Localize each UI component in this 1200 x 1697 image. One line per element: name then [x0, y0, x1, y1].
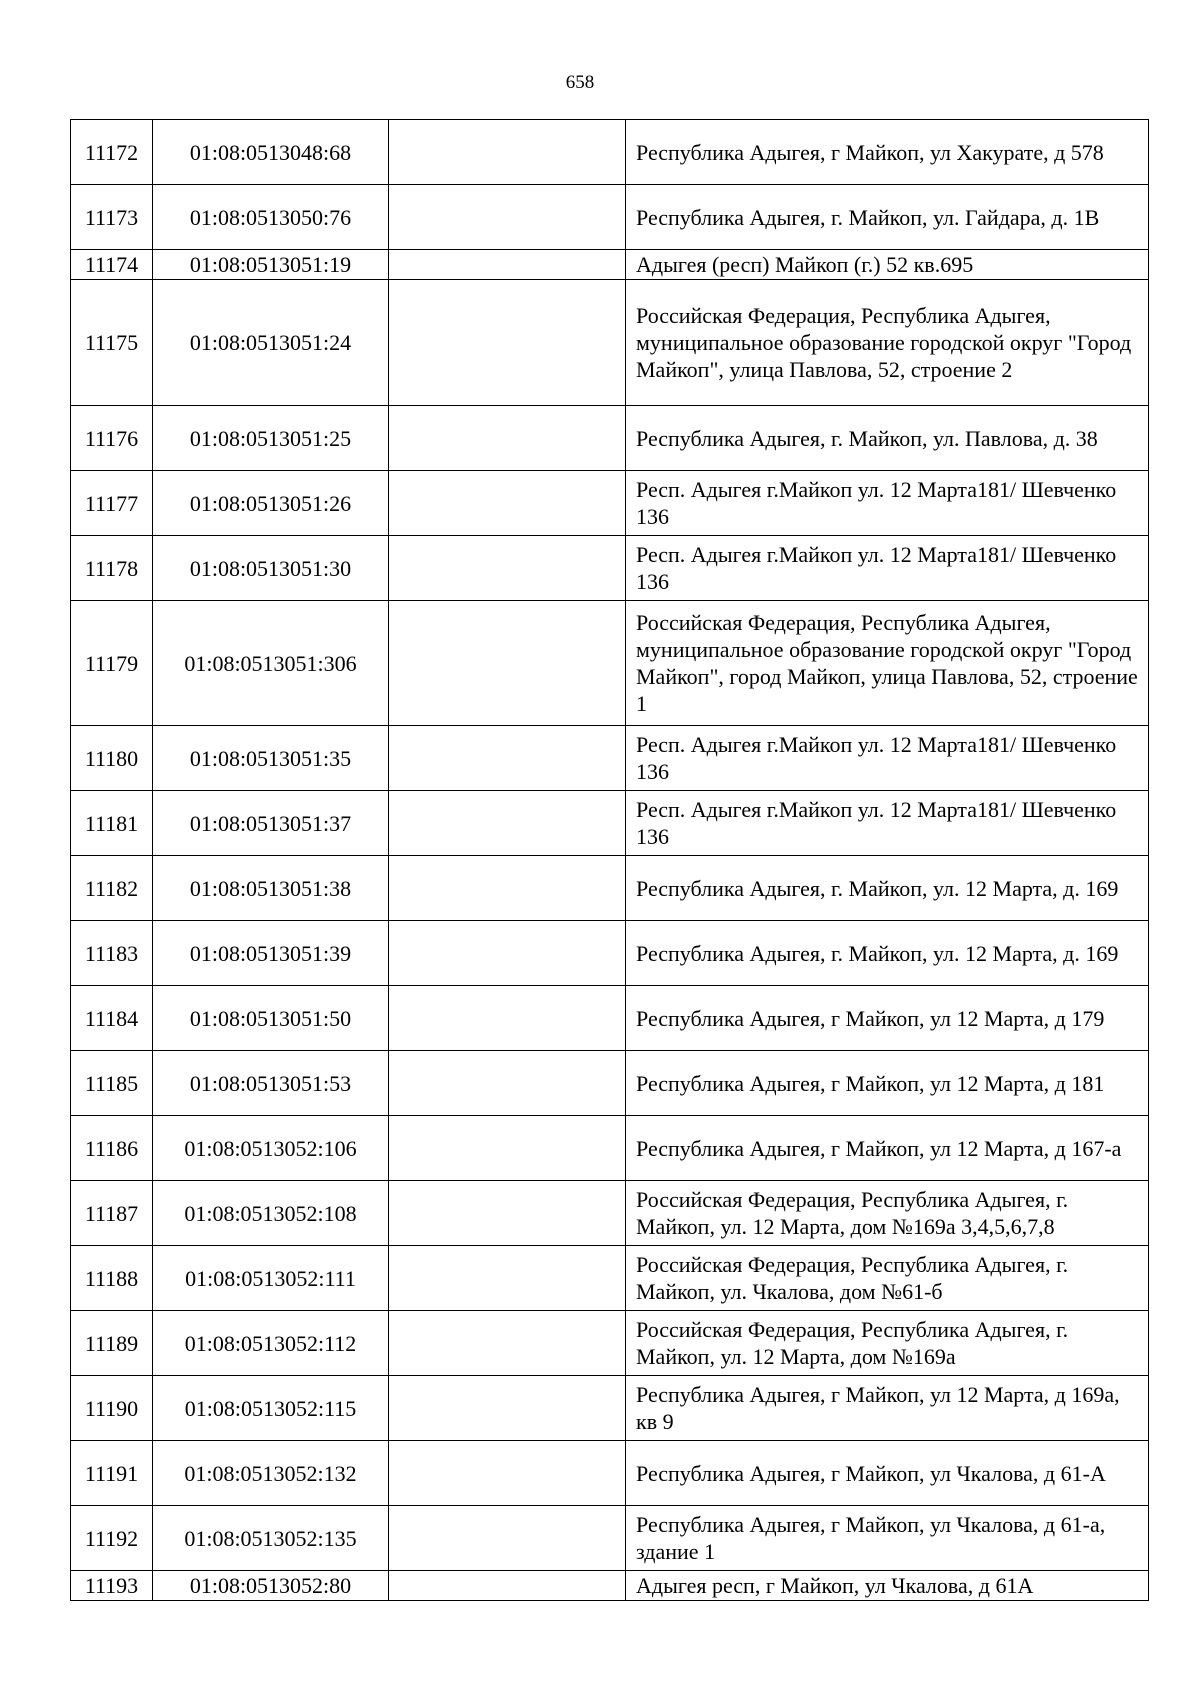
- row-number: 11175: [71, 280, 153, 406]
- cadastral-number: 01:08:0513051:38: [153, 856, 389, 921]
- address: Российская Федерация, Республика Адыгея, г. Майкоп, ул. 12 Марта, дом №169а: [626, 1311, 1149, 1376]
- cadastral-number: 01:08:0513051:26: [153, 471, 389, 536]
- row-number: 11180: [71, 726, 153, 791]
- address: Республика Адыгея, г. Майкоп, ул. 12 Марта, д. 169: [626, 921, 1149, 986]
- table-row: [71, 1051, 1149, 1116]
- cadastral-number: 01:08:0513052:111: [153, 1246, 389, 1311]
- row-number: 11172: [71, 120, 153, 185]
- address: Республика Адыгея, г Майкоп, ул 12 Марта, д 167-а: [626, 1116, 1149, 1181]
- table-row: [71, 1571, 1149, 1601]
- table-row: [71, 471, 1149, 536]
- table-row: [71, 185, 1149, 250]
- empty-cell: [389, 1441, 626, 1506]
- address: Адыгея респ, г Майкоп, ул Чкалова, д 61А: [626, 1571, 1149, 1601]
- empty-cell: [389, 120, 626, 185]
- cadastral-number: 01:08:0513052:112: [153, 1311, 389, 1376]
- address: Республика Адыгея, г Майкоп, ул Чкалова, д 61-а, здание 1: [626, 1506, 1149, 1571]
- table-row: [71, 986, 1149, 1051]
- row-number: 11186: [71, 1116, 153, 1181]
- address: Респ. Адыгея г.Майкоп ул. 12 Марта181/ Шевченко 136: [626, 536, 1149, 601]
- cadastral-number: 01:08:0513051:306: [153, 601, 389, 726]
- empty-cell: [389, 280, 626, 406]
- cadastral-number: 01:08:0513051:53: [153, 1051, 389, 1116]
- row-number: 11193: [71, 1571, 153, 1601]
- row-number: 11187: [71, 1181, 153, 1246]
- cadastral-number: 01:08:0513051:25: [153, 406, 389, 471]
- address: Республика Адыгея, г. Майкоп, ул. Павлова, д. 38: [626, 406, 1149, 471]
- empty-cell: [389, 250, 626, 280]
- row-number: 11178: [71, 536, 153, 601]
- empty-cell: [389, 601, 626, 726]
- table-row: [71, 921, 1149, 986]
- address: Республика Адыгея, г Майкоп, ул 12 Марта, д 181: [626, 1051, 1149, 1116]
- empty-cell: [389, 1051, 626, 1116]
- cadastral-number: 01:08:0513052:115: [153, 1376, 389, 1441]
- row-number: 11173: [71, 185, 153, 250]
- empty-cell: [389, 406, 626, 471]
- address: Респ. Адыгея г.Майкоп ул. 12 Марта181/ Шевченко 136: [626, 471, 1149, 536]
- cadastral-number: 01:08:0513051:50: [153, 986, 389, 1051]
- row-number: 11183: [71, 921, 153, 986]
- table-row: [71, 250, 1149, 280]
- address: Республика Адыгея, г. Майкоп, ул. Гайдара, д. 1В: [626, 185, 1149, 250]
- registry-table: [70, 119, 1149, 1601]
- cadastral-number: 01:08:0513051:37: [153, 791, 389, 856]
- empty-cell: [389, 986, 626, 1051]
- address: Республика Адыгея, г Майкоп, ул Хакурате, д 578: [626, 120, 1149, 185]
- empty-cell: [389, 1181, 626, 1246]
- table-row: [71, 726, 1149, 791]
- empty-cell: [389, 856, 626, 921]
- row-number: 11185: [71, 1051, 153, 1116]
- row-number: 11192: [71, 1506, 153, 1571]
- registry-table-body: [71, 120, 1149, 1601]
- empty-cell: [389, 921, 626, 986]
- table-row: [71, 406, 1149, 471]
- address: Российская Федерация, Республика Адыгея, г. Майкоп, ул. Чкалова, дом №61-б: [626, 1246, 1149, 1311]
- cadastral-number: 01:08:0513051:24: [153, 280, 389, 406]
- row-number: 11177: [71, 471, 153, 536]
- row-number: 11181: [71, 791, 153, 856]
- table-row: [71, 1441, 1149, 1506]
- address: Российская Федерация, Республика Адыгея, муниципальное образование городской округ "Город Майкоп", город Майкоп, улица Павлова, 52, строение 1: [626, 601, 1149, 726]
- row-number: 11189: [71, 1311, 153, 1376]
- empty-cell: [389, 185, 626, 250]
- table-row: [71, 1116, 1149, 1181]
- table-row: [71, 120, 1149, 185]
- empty-cell: [389, 536, 626, 601]
- empty-cell: [389, 1116, 626, 1181]
- empty-cell: [389, 1246, 626, 1311]
- cadastral-number: 01:08:0513051:19: [153, 250, 389, 280]
- empty-cell: [389, 1506, 626, 1571]
- empty-cell: [389, 1311, 626, 1376]
- cadastral-number: 01:08:0513052:80: [153, 1571, 389, 1601]
- table-row: [71, 791, 1149, 856]
- row-number: 11184: [71, 986, 153, 1051]
- empty-cell: [389, 726, 626, 791]
- row-number: 11188: [71, 1246, 153, 1311]
- empty-cell: [389, 1376, 626, 1441]
- table-row: [71, 601, 1149, 726]
- row-number: 11179: [71, 601, 153, 726]
- address: Республика Адыгея, г Майкоп, ул 12 Марта, д 169а, кв 9: [626, 1376, 1149, 1441]
- row-number: 11176: [71, 406, 153, 471]
- table-row: [71, 536, 1149, 601]
- address: Республика Адыгея, г. Майкоп, ул. 12 Марта, д. 169: [626, 856, 1149, 921]
- page-number: 658: [565, 72, 595, 93]
- table-row: [71, 280, 1149, 406]
- cadastral-number: 01:08:0513051:35: [153, 726, 389, 791]
- cadastral-number: 01:08:0513051:39: [153, 921, 389, 986]
- empty-cell: [389, 791, 626, 856]
- row-number: 11182: [71, 856, 153, 921]
- cadastral-number: 01:08:0513050:76: [153, 185, 389, 250]
- table-row: [71, 1181, 1149, 1246]
- empty-cell: [389, 1571, 626, 1601]
- empty-cell: [389, 471, 626, 536]
- table-row: [71, 1376, 1149, 1441]
- address: Республика Адыгея, г Майкоп, ул 12 Марта, д 179: [626, 986, 1149, 1051]
- address: Адыгея (респ) Майкоп (г.) 52 кв.695: [626, 250, 1149, 280]
- row-number: 11191: [71, 1441, 153, 1506]
- address: Республика Адыгея, г Майкоп, ул Чкалова, д 61-А: [626, 1441, 1149, 1506]
- row-number: 11174: [71, 250, 153, 280]
- table-row: [71, 1311, 1149, 1376]
- address: Респ. Адыгея г.Майкоп ул. 12 Марта181/ Шевченко 136: [626, 726, 1149, 791]
- table-row: [71, 1506, 1149, 1571]
- table-row: [71, 1246, 1149, 1311]
- address: Российская Федерация, Республика Адыгея, муниципальное образование городской округ "Город Майкоп", улица Павлова, 52, строение 2: [626, 280, 1149, 406]
- cadastral-number: 01:08:0513052:106: [153, 1116, 389, 1181]
- cadastral-number: 01:08:0513048:68: [153, 120, 389, 185]
- cadastral-number: 01:08:0513052:108: [153, 1181, 389, 1246]
- cadastral-number: 01:08:0513052:132: [153, 1441, 389, 1506]
- table-row: [71, 856, 1149, 921]
- cadastral-number: 01:08:0513052:135: [153, 1506, 389, 1571]
- row-number: 11190: [71, 1376, 153, 1441]
- cadastral-number: 01:08:0513051:30: [153, 536, 389, 601]
- address: Респ. Адыгея г.Майкоп ул. 12 Марта181/ Шевченко 136: [626, 791, 1149, 856]
- address: Российская Федерация, Республика Адыгея, г. Майкоп, ул. 12 Марта, дом №169а 3,4,5,6,7,8: [626, 1181, 1149, 1246]
